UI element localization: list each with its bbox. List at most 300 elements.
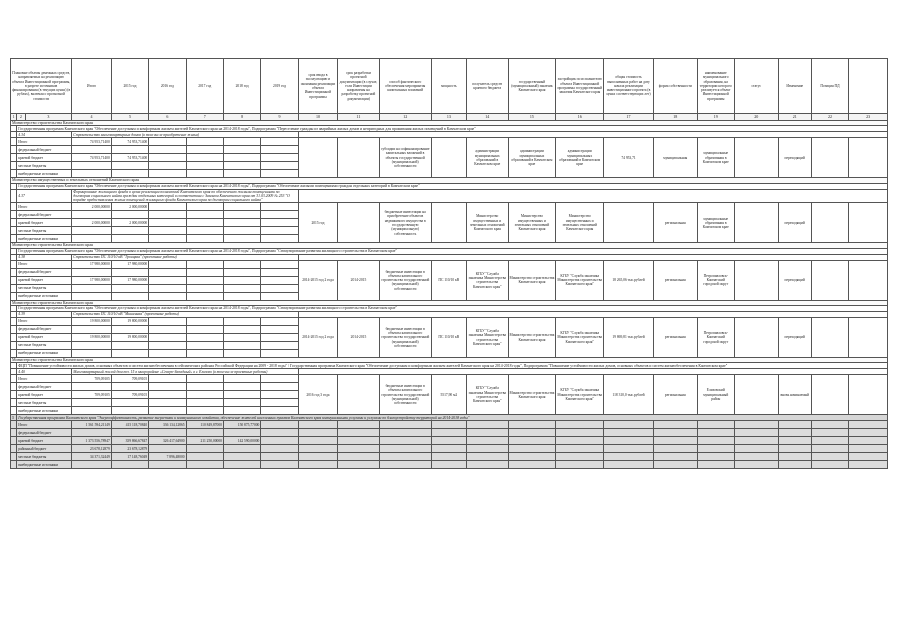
finance-2015: 74 953,71400 [111, 154, 148, 162]
finance-2015 [111, 170, 148, 178]
finance-year-cell [261, 227, 298, 235]
column-number: 21 [778, 114, 811, 121]
object-capacity: ПС 110/10 кВ [431, 260, 466, 300]
finance-year-cell [223, 407, 260, 415]
total-blank-cell [261, 429, 298, 437]
total-blank-cell [379, 421, 431, 429]
finance-year-cell [149, 391, 186, 399]
finance-year-cell [223, 334, 260, 342]
object-name: Многоквартирный жилой дом поз. 15 в микрорайоне «Северо-Западный» в г. Елизово (в том числе проектные работы) [72, 369, 298, 375]
object-builder: КГБУ "Служба заказчика Министерства строительства Камчатского края" [556, 260, 604, 300]
total-blank-cell [338, 445, 380, 453]
object-method: бюджетные инвестиции в объекты капитального строительства государственной (муниципальной) собственности [379, 260, 431, 300]
finance-year-cell [149, 383, 186, 391]
program-name: Государственная программа Камчатского края "Обеспечение доступным и комфортным жильем жителей Камчатского края на 2014-2018 годы", Подпрограмма "Стимулирование развития жилищного строительства в Камчатском крае" [17, 248, 888, 254]
object-name: Строительство ПС 110/10 кВ "Мишенная" (проектные работы) [72, 312, 298, 318]
total-y2017 [186, 461, 223, 469]
object-cost: 18 265,06 тыс.рублей [604, 260, 654, 300]
finance-year-cell [223, 399, 260, 407]
object-pd [811, 138, 848, 178]
finance-source: федеральный бюджет [17, 326, 72, 334]
object-row-filler [298, 189, 887, 203]
object-mo: муниципальные образования в Камчатском крае [697, 203, 734, 243]
finance-year-cell [186, 342, 223, 350]
finance-year-cell [223, 146, 260, 154]
total-y2015: 359 866,67847 [111, 437, 148, 445]
total-blank-cell [298, 453, 337, 461]
finance-source: краевой бюджет [17, 219, 72, 227]
object-customer: Министерство строительства Камчатского края [508, 318, 556, 358]
finance-total: 17 980,00000 [72, 260, 111, 268]
ministry-name: Министерство строительства Камчатского края [11, 300, 888, 305]
total-blank-cell [849, 461, 888, 469]
object-term: 2014-2015 год 2 года [298, 318, 337, 358]
total-blank-cell [604, 421, 654, 429]
finance-2015 [111, 292, 148, 300]
finance-year-cell [186, 227, 223, 235]
finance-year-cell [186, 235, 223, 243]
total-source: Итого [17, 421, 72, 429]
column-number: 2 [17, 114, 25, 121]
total-blank-cell [261, 421, 298, 429]
object-mo: Петропавловск-Камчатский городской округ [697, 260, 734, 300]
program-name: ФЦП "Повышение устойчивости жилых домов, основных объектов и систем жизнеобеспечения в сейсмических районах Российской Федерации на 2009 - 2018 годы" / Государственная программа Камчатского края "Обеспечение доступным и комфортным жильем жителей Камчатского края на 2014-2018 годы", Подпрограмма "Повышение устойчивости жилых домов, основных объектов и систем жизнеобеспечения в Камчатском крае" [17, 363, 888, 369]
object-mo: муниципальные образования в Камчатском крае [697, 138, 734, 178]
finance-source: местные бюджеты [17, 162, 72, 170]
finance-year-cell [261, 326, 298, 334]
object-status [734, 375, 778, 415]
header-customer: государственный (муниципальный) заказчик Камчатского края [508, 59, 556, 114]
header-cost: общая стоимость выполненных работ на дату начала реализации инвестиционного проекта (в ценах соответствующих лет) [604, 59, 654, 114]
total-blank-cell [778, 453, 811, 461]
header-ownership: форма собственности [653, 59, 697, 114]
total-y2018 [223, 445, 260, 453]
header-design-term: срок разработки проектной документации (в случае, если Инвестиции направлены на разработку проектной документации) [338, 59, 380, 114]
header-2018: 2018 год [223, 59, 260, 114]
finance-source: внебюджетные источники [17, 235, 72, 243]
object-extra [849, 375, 888, 415]
column-number: 23 [849, 114, 888, 121]
total-blank-cell [508, 461, 556, 469]
finance-2015 [111, 268, 148, 276]
finance-2015: 709,09105 [111, 391, 148, 399]
finance-2015 [111, 146, 148, 154]
total-total [72, 461, 111, 469]
finance-source: Итого [17, 260, 72, 268]
object-method: бюджетные инвестиции в объекты капитального строительства государственной (муниципальной) собственности [379, 318, 431, 358]
finance-year-cell [186, 276, 223, 284]
total-blank-cell [849, 429, 888, 437]
object-customer: Министерство строительства Камчатского края [508, 260, 556, 300]
object-pd [811, 318, 848, 358]
header-row [11, 59, 888, 114]
finance-source: местные бюджеты [17, 227, 72, 235]
finance-2015 [111, 211, 148, 219]
total-blank-cell [556, 461, 604, 469]
finance-year-cell [149, 399, 186, 407]
header-capacity: мощность [431, 59, 466, 114]
finance-year-cell [186, 138, 223, 146]
finance-year-cell [149, 260, 186, 268]
object-cost: 74 953,71 [604, 138, 654, 178]
total-blank-cell [811, 461, 848, 469]
finance-row [11, 260, 888, 268]
finance-total: 19 800,00000 [72, 318, 111, 326]
finance-year-cell [223, 162, 260, 170]
finance-source: Итого [17, 318, 72, 326]
column-number: 10 [298, 114, 337, 121]
finance-2015 [111, 162, 148, 170]
total-blank-cell [811, 445, 848, 453]
object-cost [604, 203, 654, 243]
object-extra [849, 318, 888, 358]
finance-total [72, 146, 111, 154]
total-source: краевой бюджет [17, 437, 72, 445]
finance-year-cell [149, 350, 186, 358]
finance-source: внебюджетные источники [17, 292, 72, 300]
total-blank-cell [734, 453, 778, 461]
total-blank-cell [431, 437, 466, 445]
total-blank-cell [604, 429, 654, 437]
finance-year-cell [186, 170, 223, 178]
object-capacity: ПС 110/10 кВ [431, 318, 466, 358]
finance-year-cell [186, 318, 223, 326]
finance-total [72, 268, 111, 276]
finance-2015 [111, 350, 148, 358]
object-builder: Министерство имущественных и земельных отношений Камчатского края [556, 203, 604, 243]
object-mo: Петропавловск-Камчатский городской округ [697, 318, 734, 358]
finance-year-cell [223, 375, 260, 383]
total-total: 1 373 556,78947 [72, 437, 111, 445]
total-finance-row [11, 461, 888, 469]
object-recipient: Министерство имущественных и земельных отношений Камчатского края [466, 203, 508, 243]
object-recipient: КГБУ "Служба заказчика Министерства строительства Камчатского края" [466, 318, 508, 358]
finance-year-cell [223, 138, 260, 146]
finance-total [72, 326, 111, 334]
total-source: местные бюджеты [17, 453, 72, 461]
finance-source: местные бюджеты [17, 284, 72, 292]
program-name: Государственная программа Камчатского края "Обеспечение доступным и комфортным жильем жителей Камчатского края на 2014-2018 годы", Подпрограмма "Стимулирование развития жилищного строительства в Камчатском крае" [17, 306, 888, 312]
finance-year-cell [261, 342, 298, 350]
finance-total: 19 800,00000 [72, 334, 111, 342]
header-total: Итого [72, 59, 111, 114]
object-capacity [431, 203, 466, 243]
finance-year-cell [186, 399, 223, 407]
header-municipality: наименование муниципального образования, на территории которого реализуется объект Инвестиционной программы [697, 59, 734, 114]
finance-year-cell [261, 146, 298, 154]
object-change: переходящий [778, 260, 811, 300]
object-recipient: КГБУ "Служба заказчика Министерства строительства Камчатского края" [466, 260, 508, 300]
finance-source: Итого [17, 138, 72, 146]
total-blank-cell [697, 453, 734, 461]
finance-source: внебюджетные источники [17, 350, 72, 358]
total-blank-cell [697, 429, 734, 437]
total-blank-cell [379, 461, 431, 469]
total-y2018: 150 875,77000 [223, 421, 260, 429]
object-ownership: региональная [653, 318, 697, 358]
total-blank-cell [298, 421, 337, 429]
finance-source: краевой бюджет [17, 334, 72, 342]
finance-year-cell [223, 154, 260, 162]
total-blank-cell [697, 461, 734, 469]
finance-year-cell [261, 170, 298, 178]
object-change: переходящий [778, 138, 811, 178]
finance-2015 [111, 326, 148, 334]
finance-year-cell [261, 383, 298, 391]
total-blank-cell [298, 437, 337, 445]
object-method: бюджетные инвестиции на приобретение объектов недвижимого имущества в государственную (муниципальную) собственность [379, 203, 431, 243]
finance-total [72, 227, 111, 235]
object-name: Строительство ПС 110/10 кВ "Троицкая" (проектные работы) [72, 254, 298, 260]
finance-year-cell [186, 219, 223, 227]
total-blank-cell [379, 437, 431, 445]
total-blank-cell [508, 445, 556, 453]
finance-year-cell [261, 292, 298, 300]
finance-year-cell [149, 162, 186, 170]
finance-year-cell [223, 391, 260, 399]
object-extra [849, 203, 888, 243]
column-number-row [11, 114, 888, 121]
finance-year-cell [149, 407, 186, 415]
total-blank-cell [431, 421, 466, 429]
total-blank-cell [466, 429, 508, 437]
finance-year-cell [149, 284, 186, 292]
object-term: 2014-2015 год 2 года [298, 260, 337, 300]
total-y2016 [149, 445, 186, 453]
total-blank-cell [379, 429, 431, 437]
finance-total [72, 342, 111, 350]
total-blank-cell [697, 437, 734, 445]
total-blank-cell [431, 445, 466, 453]
total-y2017 [186, 453, 223, 461]
finance-year-cell [261, 138, 298, 146]
header-method: способ фактического обеспечения мероприятия капитальных вложений [379, 59, 431, 114]
total-blank-cell [653, 453, 697, 461]
object-term2: 2014-2015 [338, 318, 380, 358]
total-blank-cell [653, 445, 697, 453]
finance-2015: 19 800,00000 [111, 318, 148, 326]
finance-source: местные бюджеты [17, 399, 72, 407]
total-blank-cell [556, 445, 604, 453]
object-change: переходящий [778, 318, 811, 358]
object-customer: Министерство строительства Камчатского края [508, 375, 556, 415]
column-number: 6 [149, 114, 186, 121]
column-number: 14 [466, 114, 508, 121]
column-number: 9 [261, 114, 298, 121]
finance-year-cell [223, 211, 260, 219]
finance-2015 [111, 407, 148, 415]
finance-2015 [111, 284, 148, 292]
total-blank-cell [811, 453, 848, 461]
finance-year-cell [223, 227, 260, 235]
column-number: 22 [811, 114, 848, 121]
total-total: 34 371,32449 [72, 453, 111, 461]
finance-year-cell [186, 284, 223, 292]
finance-year-cell [223, 276, 260, 284]
total-blank-cell [653, 461, 697, 469]
finance-year-cell [261, 399, 298, 407]
total-y2018 [223, 453, 260, 461]
finance-total: 709,09105 [72, 391, 111, 399]
total-y2015 [111, 429, 148, 437]
finance-year-cell [261, 260, 298, 268]
finance-year-cell [149, 342, 186, 350]
finance-year-cell [261, 318, 298, 326]
object-status [734, 203, 778, 243]
column-number: 16 [556, 114, 604, 121]
finance-source: Итого [17, 203, 72, 211]
total-blank-cell [849, 453, 888, 461]
finance-2015 [111, 227, 148, 235]
finance-year-cell [261, 162, 298, 170]
total-y2018 [223, 461, 260, 469]
finance-year-cell [261, 154, 298, 162]
finance-year-cell [261, 235, 298, 243]
column-number: 3 [25, 114, 72, 121]
finance-2015: 709,09105 [111, 375, 148, 383]
finance-year-cell [186, 146, 223, 154]
finance-2015: 17 980,00000 [111, 260, 148, 268]
finance-total [72, 162, 111, 170]
total-blank-cell [778, 421, 811, 429]
total-source: районный бюджет [17, 445, 72, 453]
finance-total: 74 953,71400 [72, 154, 111, 162]
column-number: 19 [697, 114, 734, 121]
total-blank-cell [379, 445, 431, 453]
total-blank-cell [849, 421, 888, 429]
total-blank-cell [508, 453, 556, 461]
finance-source: краевой бюджет [17, 391, 72, 399]
finance-total: 17 980,00000 [72, 276, 111, 284]
total-finance-row [11, 437, 888, 445]
finance-year-cell [149, 170, 186, 178]
total-blank-cell [734, 429, 778, 437]
total-blank-cell [653, 429, 697, 437]
finance-year-cell [149, 235, 186, 243]
column-number: 15 [508, 114, 556, 121]
finance-year-cell [261, 211, 298, 219]
header-recipient: получатель средств краевого бюджета [466, 59, 508, 114]
finance-year-cell [223, 219, 260, 227]
finance-year-cell [186, 260, 223, 268]
object-customer: Министерство имущественных и земельных отношений Камчатского края [508, 203, 556, 243]
object-status [734, 318, 778, 358]
finance-year-cell [261, 284, 298, 292]
total-blank-cell [298, 429, 337, 437]
finance-total: 2 000,00000 [72, 219, 111, 227]
object-ownership: муниципальная [653, 138, 697, 178]
column-number: 8 [223, 114, 260, 121]
finance-year-cell [223, 342, 260, 350]
object-pd [811, 260, 848, 300]
finance-2015 [111, 383, 148, 391]
finance-year-cell [186, 350, 223, 358]
finance-year-cell [261, 276, 298, 284]
total-blank-cell [697, 421, 734, 429]
object-code: 4.38 [17, 254, 72, 260]
finance-year-cell [223, 326, 260, 334]
column-number: 5 [111, 114, 148, 121]
finance-source: местные бюджеты [17, 342, 72, 350]
finance-year-cell [149, 154, 186, 162]
object-capacity: 5517,90 м2 [431, 375, 466, 415]
finance-year-cell [186, 391, 223, 399]
finance-year-cell [149, 318, 186, 326]
finance-2015: 17 980,00000 [111, 276, 148, 284]
program-name: Государственная программа Камчатского края "Обеспечение доступным и комфортным жильем жителей Камчатского края на 2014-2018 годы", Подпрограмма "Переселение граждан из аварийных жилых домов и непригодных для проживания жилых помещений в Камчатском крае" [17, 126, 888, 132]
finance-year-cell [261, 375, 298, 383]
column-number: 18 [653, 114, 697, 121]
total-blank-cell [466, 421, 508, 429]
total-y2017 [186, 445, 223, 453]
object-cost: 19 869,81 тыс.рублей [604, 318, 654, 358]
total-y2016: 336 134,12865 [149, 421, 186, 429]
finance-year-cell [261, 268, 298, 276]
column-number: 7 [186, 114, 223, 121]
total-y2018 [223, 429, 260, 437]
ministry-name: Министерство имущественных и земельных отношений Камчатского края [11, 178, 888, 183]
finance-row [11, 375, 888, 383]
finance-total: 709,09105 [72, 375, 111, 383]
finance-year-cell [223, 292, 260, 300]
object-term2: 2014-2015 [338, 260, 380, 300]
object-method: бюджетные инвестиции в объекты капитального строительства государственной (муниципальной) собственности [379, 375, 431, 415]
object-mo: Елизовский муниципальный район [697, 375, 734, 415]
total-y2015: 415 118,70840 [111, 421, 148, 429]
total-finance-row [11, 421, 888, 429]
total-blank-cell [734, 445, 778, 453]
finance-2015: 74 953,71400 [111, 138, 148, 146]
finance-source: Итого [17, 375, 72, 383]
finance-year-cell [261, 219, 298, 227]
object-customer: администрации муниципальных образований в Камчатском крае [508, 138, 556, 178]
header-sources: Плановые объемы денежных средств, направляемых на реализацию объекта Инвестиционной программы, в разрезе источников финансирования (в текущих ценах) (в рублях), включая о прогнозной стоимости [11, 59, 72, 114]
finance-year-cell [223, 235, 260, 243]
ministry-name: Министерство строительства Камчатского края [11, 243, 888, 248]
total-program-name: Государственная программа Камчатского края "Энергоэффективность, развитие энергетики и коммунального хозяйства, обеспечение жителей населенных пунктов Камчатского края коммунальными услугами и услугами по благоустройству территорий на 2014-2018 годы" [17, 415, 888, 421]
total-blank-cell [379, 453, 431, 461]
finance-year-cell [186, 407, 223, 415]
finance-total [72, 350, 111, 358]
finance-total [72, 170, 111, 178]
total-y2017 [186, 429, 223, 437]
finance-year-cell [223, 383, 260, 391]
total-blank-cell [261, 437, 298, 445]
total-finance-row [11, 429, 888, 437]
total-blank-cell [431, 429, 466, 437]
finance-year-cell [149, 375, 186, 383]
total-blank-cell [261, 453, 298, 461]
column-number: 11 [338, 114, 380, 121]
finance-year-cell [149, 334, 186, 342]
ministry-name: Министерство строительства Камчатского края [11, 358, 888, 363]
finance-year-cell [223, 318, 260, 326]
object-status [734, 138, 778, 178]
finance-year-cell [149, 219, 186, 227]
finance-2015 [111, 342, 148, 350]
column-number: 4 [72, 114, 111, 121]
object-extra [849, 260, 888, 300]
object-name: Формирование жилищного фонда в целях реализации полномочий Камчатского края по обеспечению жилыми помещениями по договорам социального найма граждан отдельных категорий в соответствии с Законом Камчатского края от 31.03.2009 № 253 "О порядке предоставления жилых помещений жилищного фонда Камчатского края по договорам социального найма" [72, 189, 298, 203]
total-blank-cell [734, 437, 778, 445]
header-2016: 2016 год [149, 59, 186, 114]
program-name: Государственная программа Камчатского края "Обеспечение доступным и комфортным жильем жителей Камчатского края на 2014-2018 годы", Подпрограмма "Обеспечение жилыми помещениями граждан отдельных категорий в Камчатском крае" [17, 183, 888, 189]
total-total: 23 678,12879 [72, 445, 111, 453]
total-blank-cell [849, 445, 888, 453]
total-blank-cell [431, 453, 466, 461]
total-y2017: 110 849,87000 [186, 421, 223, 429]
finance-2015 [111, 399, 148, 407]
